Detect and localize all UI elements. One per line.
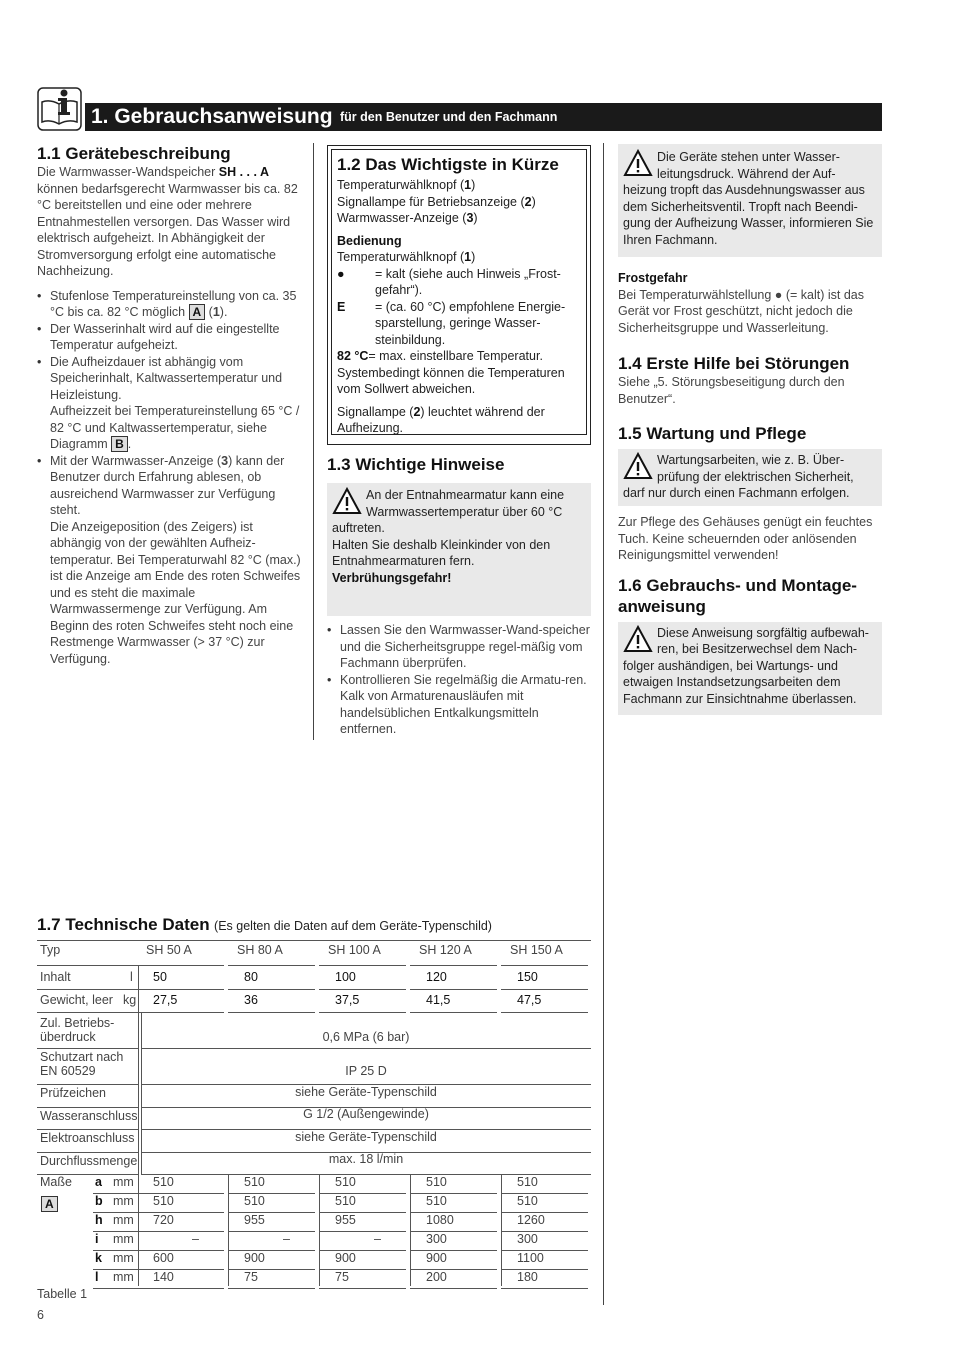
table-rule (228, 965, 315, 966)
table-rule (137, 989, 224, 990)
table-rule (501, 1193, 588, 1194)
row-label: Zul. Betriebs-überdruck (40, 1016, 115, 1044)
table-rule (410, 1193, 497, 1194)
table-rule (319, 1288, 406, 1289)
table-rule (137, 1193, 224, 1194)
table-rule (141, 1048, 591, 1049)
table-rule (319, 1250, 406, 1251)
column-divider (313, 143, 314, 740)
table-cell: 900 (335, 1251, 356, 1265)
table-rule (37, 1084, 138, 1085)
section-heading: 1.5 Wartung und Pflege (618, 424, 807, 443)
table-rule (410, 965, 497, 966)
row-label: Maße (40, 1175, 72, 1189)
dim-key: l (95, 1270, 99, 1284)
warning-box: Wartungsarbeiten, wie z. B. Über-prüfung der elektrischen Sicherheit, darf nur durch einen Fachmann erfolgen. (618, 449, 882, 506)
table-cell: 100 (335, 970, 356, 984)
table-rule (138, 1174, 139, 1286)
dim-unit: mm (113, 1251, 134, 1265)
table-rule (93, 1288, 138, 1289)
table-cell: 510 (335, 1175, 356, 1189)
table-rule (228, 1174, 229, 1286)
table-rule (501, 1231, 588, 1232)
table-cell: – (192, 1232, 199, 1246)
table-rule (37, 1107, 138, 1108)
table-rule (501, 1174, 502, 1286)
table-cell: 510 (517, 1175, 538, 1189)
list-item: • Der Wasserinhalt wird auf die eingestellte Temperatur aufgeheizt. (37, 321, 301, 354)
table-cell: – (374, 1232, 381, 1246)
intro-text: Die Warmwasser-Wandspeicher SH . . . A können bedarfsgerecht Warmwasser bis ca. 82 °C bereitstellen und eine oder mehrere Entnahmestellen versorgen. Das Wasser wird elektrisch aufgeheizt. In Abhängigkeit der Stromversorgung erfolgt eine automatische Nachheizung. (37, 165, 298, 278)
list-item: • Mit der Warmwasser-Anzeige (3) kann der Benutzer durch Erfahrung ablesen, ob ausreichend Warmwasser zur Verfügung steht. Die Anzeigeposition (des Zeigers) ist abhängig von der gewählten Aufheiz-temperatur. Bei Temperaturwahl 82 °C (max.) ist die Anzeige am Ende des roten Schweifes und es steht die maximale Warmwassermenge zur Verfügung. Am Beginn des roten Schweifes steht noch eine Restmenge Warmwasser (> 37 °C) zur Verfügung. (37, 453, 301, 668)
section-1-3 (327, 454, 591, 738)
table-rule (501, 989, 588, 990)
warning-box: An der Entnahmearmatur kann eine Warmwassertemperatur über 60 °C auftreten. Halten Sie deshalb Kleinkinder von den Entnahmearmaturen fern. Verbrühungsgefahr! (327, 483, 591, 616)
row-label: Durchflussmenge (40, 1154, 138, 1168)
table-rule (319, 989, 406, 990)
table-cell: 600 (153, 1251, 174, 1265)
row-label: Schutzart nach EN 60529 (40, 1050, 124, 1078)
dim-unit: mm (113, 1232, 134, 1246)
table-cell: 200 (426, 1270, 447, 1284)
table-rule (410, 989, 497, 990)
header-icon (37, 86, 83, 132)
header-bar (85, 103, 882, 131)
table-cell: 510 (426, 1194, 447, 1208)
section-heading: 1.2 Das Wichtigste in Kürze (337, 155, 559, 174)
section-heading: 1.4 Erste Hilfe bei Störungen (618, 354, 850, 373)
list-item: • Lassen Sie den Warmwasser-Wand-speicher und die Sicherheitsgruppe regel-mäßig vom Fachmann überprüfen. (327, 622, 591, 672)
row-label: Elektroanschluss (40, 1131, 135, 1145)
warning-icon (623, 149, 653, 177)
feature-list (37, 288, 301, 668)
table-cell: 510 (244, 1194, 265, 1208)
table-rule (319, 1012, 406, 1013)
section-1-7-heading: 1.7 Technische Daten (Es gelten die Daten auf dem Geräte-Typenschild) (37, 915, 492, 934)
table-cell: 75 (335, 1270, 349, 1284)
table-cell: siehe Geräte-Typenschild (295, 1085, 437, 1099)
table-cell: 75 (244, 1270, 258, 1284)
table-rule (137, 1012, 224, 1013)
dim-unit: mm (113, 1194, 134, 1208)
book-info-icon (37, 86, 83, 132)
table-rule (37, 1152, 138, 1153)
tech-data-table (37, 940, 591, 1286)
table-cell: – (283, 1232, 290, 1246)
row-label: Wasseranschluss (40, 1109, 138, 1123)
dim-unit: mm (113, 1270, 134, 1284)
table-rule (37, 1012, 138, 1013)
table-rule (319, 1212, 406, 1213)
table-rule (37, 1048, 138, 1049)
table-cell: 1080 (426, 1213, 454, 1227)
row-unit: l (130, 970, 133, 984)
table-header-cell: Typ (40, 943, 61, 957)
table-header-cell: SH 150 A (510, 943, 563, 957)
section-heading: 1.6 Gebrauchs- und Montage-anweisung (618, 575, 857, 616)
table-rule (228, 1269, 315, 1270)
table-rule (410, 1174, 411, 1286)
dim-key: a (95, 1175, 102, 1189)
frost-heading: Frostgefahr (618, 271, 688, 285)
page-subtitle: für den Benutzer und den Fachmann (340, 110, 558, 124)
table-rule (137, 1250, 224, 1251)
table-cell: 180 (517, 1270, 538, 1284)
dim-unit: mm (113, 1175, 134, 1189)
table-cell: 1260 (517, 1213, 545, 1227)
warning-icon (623, 452, 653, 480)
table-cell: IP 25 D (345, 1064, 387, 1078)
table-header-cell: SH 80 A (237, 943, 283, 957)
table-header-cell: SH 50 A (146, 943, 192, 957)
dim-unit: mm (113, 1213, 134, 1227)
page-title: 1. Gebrauchsanweisung (91, 105, 333, 128)
table-cell: 50 (153, 970, 167, 984)
table-rule (501, 1012, 588, 1013)
table-cell: 510 (153, 1175, 174, 1189)
table-rule (319, 1269, 406, 1270)
table-rule (137, 965, 224, 966)
table-cell: G 1/2 (Außengewinde) (303, 1107, 429, 1121)
table-rule (141, 1012, 142, 1174)
table-rule (410, 1288, 497, 1289)
table-rule (228, 1250, 315, 1251)
table-cell: 150 (517, 970, 538, 984)
table-rule (228, 1193, 315, 1194)
table-rule (37, 940, 591, 941)
table-cell: 720 (153, 1213, 174, 1227)
table-rule (410, 1250, 497, 1251)
figure-ref-b: B (111, 436, 128, 452)
table-cell: 510 (244, 1175, 265, 1189)
table-cell: 510 (153, 1194, 174, 1208)
table-cell: 510 (335, 1194, 356, 1208)
table-rule (501, 1288, 588, 1289)
table-rule (138, 965, 139, 1174)
table-cell: 36 (244, 993, 258, 1007)
table-cell: 300 (426, 1232, 447, 1246)
section-1-2-box: 1.2 Das Wichtigste in Kürze Temperaturwählknopf (1) Signallampe für Betriebsanzeige (2) Warmwasser-Anzeige (3) Bedienung Temperaturwählknopf (1) ● = kalt (siehe auch Hinweis „Frost-gefahr“). E = (ca. 60 °C) empfohlene Energie-sparstellung, geringe Wasser-steinbildung. 82 °C= max. einstellbare Temperatur. Systembedingt können die Temperaturen vom Sollwert abweichen. Signallampe (2) leuchtet während der Aufheizung. (327, 145, 591, 445)
table-rule (137, 1212, 224, 1213)
frost-text: Bei Temperaturwählstellung ● (= kalt) ist das Gerät vor Frost geschützt, nicht jedoch die Sicherheitsgruppe und Wasserleitung. (618, 287, 864, 335)
table-cell: 37,5 (335, 993, 360, 1007)
table-rule (228, 1288, 315, 1289)
table-cell: 510 (426, 1175, 447, 1189)
section-text: Siehe „5. Störungsbeseitigung durch den Benutzer“. (618, 375, 845, 406)
table-cell: 510 (517, 1194, 538, 1208)
row-unit: kg (123, 993, 137, 1007)
table-rule (319, 965, 406, 966)
table-rule (228, 1012, 315, 1013)
right-column (618, 144, 882, 715)
list-item: • Kontrollieren Sie regelmäßig die Armatu-ren. Kalk von Armaturenausläufen mit handelsüblichen Entkalkungsmitteln entfernen. (327, 672, 591, 738)
table-header-cell: SH 120 A (419, 943, 472, 957)
table-rule (228, 1212, 315, 1213)
table-cell: 80 (244, 970, 258, 984)
table-caption: Tabelle 1 (37, 1287, 88, 1301)
warning-icon (623, 625, 653, 653)
row-label: Inhalt (40, 970, 71, 984)
warning-box: Diese Anweisung sorgfältig aufbewah-ren, bei Besitzerwechsel dem Nach-folger aushändigen, bei Wartungs- und etwaigen Instandsetzungsarbeiten dem Fachmann zur Einsichtnahme überlassen. (618, 622, 882, 715)
table-rule (37, 989, 138, 990)
dim-key: i (95, 1232, 99, 1246)
table-rule (410, 1012, 497, 1013)
table-cell: 0,6 MPa (6 bar) (322, 1030, 410, 1044)
row-label: Gewicht, leer (40, 993, 113, 1007)
dim-key: h (95, 1213, 103, 1227)
dim-key: k (95, 1251, 102, 1265)
list-item: • Stufenlose Temperatureinstellung von ca. 35 °C bis ca. 82 °C möglich A (1). (37, 288, 301, 321)
table-rule (501, 1269, 588, 1270)
table-rule (410, 1269, 497, 1270)
hint-list (327, 622, 591, 738)
table-rule (37, 1129, 138, 1130)
warning-icon (332, 487, 362, 515)
table-cell: 47,5 (517, 993, 542, 1007)
table-cell: 41,5 (426, 993, 451, 1007)
table-cell: 900 (426, 1251, 447, 1265)
figure-ref-a: A (189, 304, 206, 320)
table-rule (37, 965, 138, 966)
section-1-1 (37, 143, 301, 667)
section-heading: 1.3 Wichtige Hinweise (327, 455, 505, 474)
table-rule (137, 1288, 224, 1289)
column-divider (603, 143, 604, 1305)
table-cell: 1100 (517, 1251, 544, 1265)
table-cell: 955 (335, 1213, 356, 1227)
table-header-cell: SH 100 A (328, 943, 381, 957)
table-cell: 955 (244, 1213, 265, 1227)
table-rule (319, 1193, 406, 1194)
table-rule (137, 1269, 224, 1270)
table-cell: 120 (426, 970, 447, 984)
table-cell: 27,5 (153, 993, 178, 1007)
row-label: Prüfzeichen (40, 1086, 107, 1100)
warning-box: Die Geräte stehen unter Wasser-leitungsdruck. Während der Auf-heizung tropft das Ausdehnungswasser aus dem Sicherheitsventil. Tropft nach Beendi-gung der Aufheizung Wasser, informieren Sie Ihren Fachmann. (618, 144, 882, 257)
list-item: • Die Aufheizdauer ist abhängig vom Speicherinhalt, Kaltwassertemperatur und Heizleistung. Aufheizzeit bei Temperatureinstellung 65 °C / 82 °C und Kaltwassertemperatur, siehe Diagramm B . (37, 354, 301, 453)
section-heading: 1.1 Gerätebeschreibung (37, 144, 231, 163)
page-number: 6 (37, 1308, 44, 1322)
table-rule (228, 989, 315, 990)
table-rule (319, 1174, 320, 1286)
table-rule (501, 1250, 588, 1251)
figure-ref-a: A (41, 1196, 58, 1212)
table-cell: 900 (244, 1251, 265, 1265)
table-cell: max. 18 l/min (328, 1152, 404, 1166)
table-cell: 300 (517, 1232, 538, 1246)
table-cell: 140 (153, 1270, 174, 1284)
table-rule (501, 965, 588, 966)
table-cell: siehe Geräte-Typenschild (295, 1130, 437, 1144)
dim-key: b (95, 1194, 103, 1208)
table-rule (410, 1231, 497, 1232)
section-text: Zur Pflege des Gehäuses genügt ein feuchtes Tuch. Keine scheuernden oder anlösenden Reinigungsmittel verwenden! (618, 515, 873, 562)
